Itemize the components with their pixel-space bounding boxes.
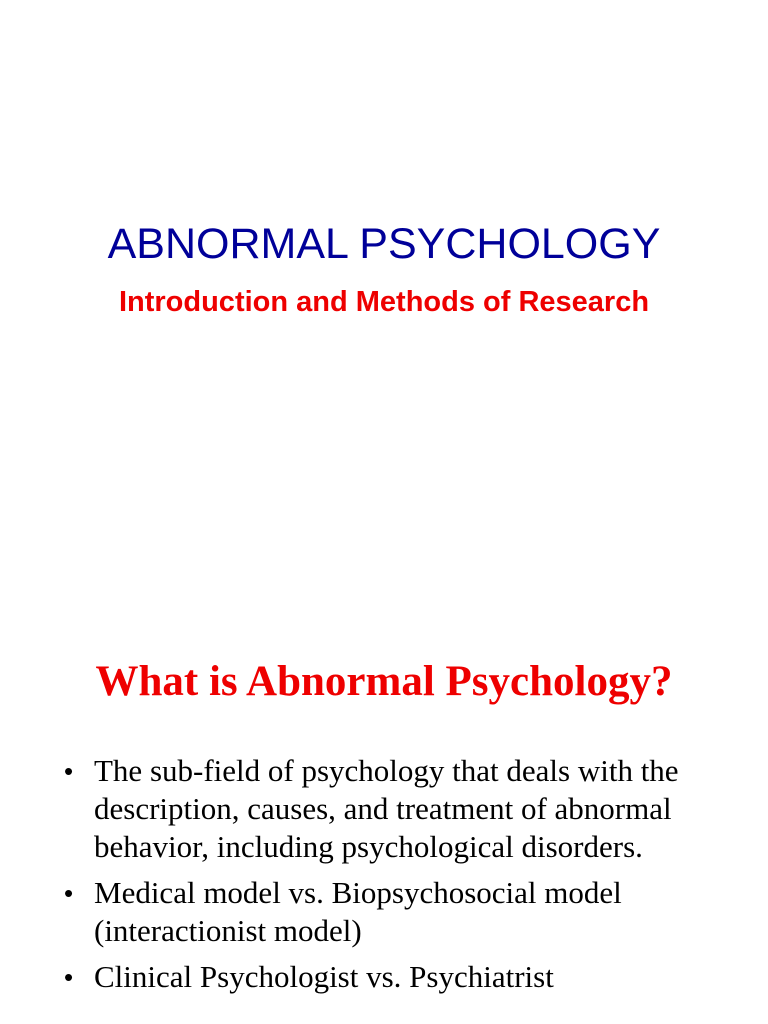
bullet-item-models [60,874,750,950]
bullet-item-clinical [60,958,750,996]
bullet-text: The sub-field of psychology that deals with the description, causes, and treatment of abnormal behavior, including psychological disorders. [94,753,679,864]
content-slide [0,576,768,1024]
bullet-icon: • [64,878,74,908]
bullet-text: Clinical Psychologist vs. Psychiatrist [94,959,554,994]
bullet-list [60,752,750,1004]
slide-subtitle: Introduction and Methods of Research [118,286,650,318]
slide-title: ABNORMAL PSYCHOLOGY [107,220,661,268]
bullet-icon: • [64,756,74,786]
slide-heading: What is Abnormal Psychology? [95,658,673,705]
bullet-text: Medical model vs. Biopsychosocial model (interactionist model) [94,875,622,948]
bullet-item-definition [60,752,750,866]
bullet-icon: • [64,962,74,992]
